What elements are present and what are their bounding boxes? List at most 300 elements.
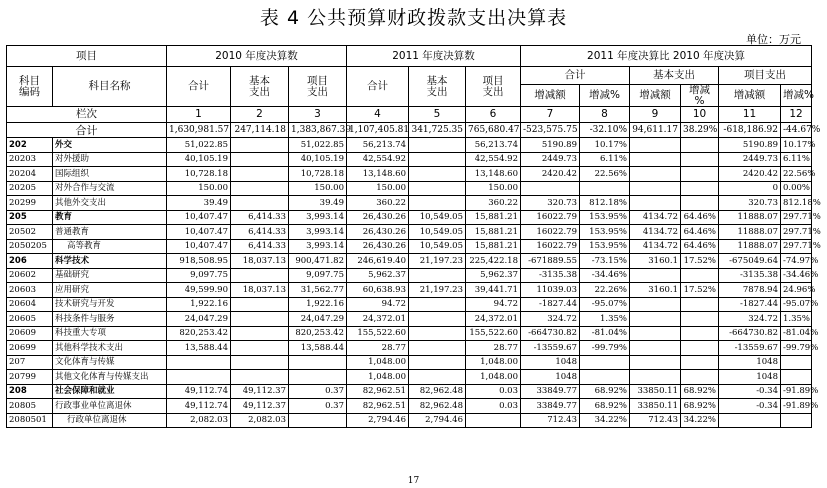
subject-name-text: 文化体育与传媒 [55,357,115,367]
value-cell [681,326,719,341]
value-cell: 1,048.00 [466,355,521,370]
subject-name-text: 行政单位离退休 [67,415,127,425]
value-cell: 24.96% [781,283,812,298]
value-cell: 10,407.47 [167,225,231,240]
value-cell: 0.37 [289,384,347,399]
value-cell [580,355,630,370]
subject-name [53,210,167,225]
total-cell: 765,680.47 [466,123,521,138]
value-cell: -91.89% [781,399,812,414]
subject-code: 208 [7,384,53,399]
value-cell [231,196,289,211]
value-cell: 13,588.44 [167,341,231,356]
value-cell: 13,148.60 [466,167,521,182]
header-cmp-project: 项目支出 [719,67,812,85]
value-cell [630,326,681,341]
value-cell: 0.03 [466,384,521,399]
value-cell: 64.46% [681,225,719,240]
value-cell: 17.52% [681,283,719,298]
header-item: 项目 [7,46,167,67]
header-code: 科目 编码 [7,67,53,107]
subject-code: 20605 [7,312,53,327]
subject-code: 20602 [7,268,53,283]
value-cell [289,413,347,428]
value-cell: 2420.42 [521,167,580,182]
value-cell [681,312,719,327]
value-cell: 0 [719,181,781,196]
table-row [7,152,812,167]
table-row [7,138,812,153]
value-cell [231,341,289,356]
value-cell: 7878.94 [719,283,781,298]
header-2010: 2010 年度决算数 [167,46,347,67]
total-cell: -618,186.92 [719,123,781,138]
value-cell: 28.77 [466,341,521,356]
subject-name [53,225,167,240]
value-cell: 1.35% [580,312,630,327]
page-title: 表 4 公共预算财政拨款支出决算表 [259,7,568,29]
value-cell [781,355,812,370]
table-row [7,370,812,385]
value-cell: 712.43 [630,413,681,428]
subject-name [53,384,167,399]
value-cell [231,370,289,385]
value-cell: 11888.07 [719,210,781,225]
value-cell: 2,082.03 [231,413,289,428]
table-row [7,297,812,312]
value-cell: -671889.55 [521,254,580,269]
subject-name-text: 应用研究 [55,284,90,295]
header-2011-project: 项目 支出 [466,67,521,107]
value-cell [231,181,289,196]
value-cell: 11888.07 [719,239,781,254]
value-cell: -1827.44 [521,297,580,312]
value-cell: 40,105.19 [167,152,231,167]
value-cell: 900,471.82 [289,254,347,269]
subject-name [53,355,167,370]
value-cell: 10,728.18 [289,167,347,182]
value-cell: 22.56% [580,167,630,182]
value-cell [681,181,719,196]
value-cell [231,167,289,182]
value-cell [580,370,630,385]
subject-name-text: 对外合作与交流 [55,183,115,193]
value-cell: 94.72 [347,297,409,312]
value-cell: 9,097.75 [167,268,231,283]
subject-name [53,413,167,428]
table-row [7,341,812,356]
value-cell [409,138,466,153]
value-cell: -99.79% [781,341,812,356]
value-cell [409,297,466,312]
value-cell: 16022.79 [521,210,580,225]
value-cell: 0.37 [289,399,347,414]
value-cell: 712.43 [521,413,580,428]
value-cell: 15,881.21 [466,225,521,240]
value-cell: 42,554.92 [466,152,521,167]
value-cell: 26,430.26 [347,210,409,225]
value-cell [630,138,681,153]
value-cell: 34.22% [580,413,630,428]
value-cell: 320.73 [719,196,781,211]
value-cell [681,341,719,356]
subject-name-text: 国际组织 [55,168,90,179]
subject-name [53,312,167,327]
subject-name [53,254,167,269]
value-cell: -664730.82 [521,326,580,341]
value-cell: 26,430.26 [347,239,409,254]
subject-name [53,399,167,414]
subject-name [53,196,167,211]
value-cell: 324.72 [521,312,580,327]
total-cell: 94,611.17 [630,123,681,138]
value-cell: 64.46% [681,210,719,225]
value-cell: 49,112.74 [167,399,231,414]
value-cell [409,355,466,370]
subject-name [53,297,167,312]
value-cell: 150.00 [289,181,347,196]
value-cell [167,355,231,370]
value-cell: 10,549.05 [409,210,466,225]
value-cell: 39.49 [289,196,347,211]
value-cell: 68.92% [681,399,719,414]
value-cell [681,167,719,182]
value-cell: 4134.72 [630,239,681,254]
value-cell: 1.35% [781,312,812,327]
value-cell: 150.00 [466,181,521,196]
value-cell [719,413,781,428]
value-cell: 82,962.48 [409,384,466,399]
value-cell: 82,962.51 [347,399,409,414]
header-cmp-basic: 基本支出 [630,67,719,85]
value-cell: -74.97% [781,254,812,269]
value-cell [289,355,347,370]
value-cell: 1,048.00 [347,370,409,385]
subject-name [53,239,167,254]
value-cell: 33849.77 [521,384,580,399]
value-cell [231,152,289,167]
value-cell: 26,430.26 [347,225,409,240]
value-cell: 16022.79 [521,225,580,240]
value-cell: 82,962.48 [409,399,466,414]
subject-code: 20205 [7,181,53,196]
value-cell [630,370,681,385]
value-cell: 22.56% [781,167,812,182]
value-cell [409,326,466,341]
value-cell: 42,554.92 [347,152,409,167]
value-cell: 15,881.21 [466,239,521,254]
value-cell: 51,022.85 [289,138,347,153]
value-cell: 0.03 [466,399,521,414]
value-cell [409,167,466,182]
value-cell [409,370,466,385]
value-cell [681,152,719,167]
value-cell: 21,197.23 [409,283,466,298]
value-cell [681,138,719,153]
value-cell: 1,922.16 [167,297,231,312]
value-cell: -13559.67 [719,341,781,356]
value-cell: 10,407.47 [167,239,231,254]
value-cell [681,370,719,385]
value-cell: 1048 [521,355,580,370]
value-cell: 225,422.18 [466,254,521,269]
value-cell [231,355,289,370]
value-cell: -3135.38 [719,268,781,283]
total-cell: 1,107,405.81 [347,123,409,138]
subject-code: 2080501 [7,413,53,428]
value-cell: -664730.82 [719,326,781,341]
subject-name-text: 社会保障和就业 [55,386,115,396]
header-inc-pct: 增减% [580,85,630,107]
value-cell: 17.52% [681,254,719,269]
value-cell [409,196,466,211]
total-row [7,123,812,138]
col-no: 2 [231,107,289,123]
table-row [7,254,812,269]
value-cell [781,370,812,385]
value-cell: 16022.79 [521,239,580,254]
value-cell: 297.71% [781,239,812,254]
subject-name-text: 普通教育 [55,226,90,237]
header-compare: 2011 年度决算比 2010 年度决算 [521,46,812,67]
value-cell [630,181,681,196]
header-2011: 2011 年度决算数 [347,46,521,67]
value-cell: 3,993.14 [289,239,347,254]
col-no: 10 [681,107,719,123]
table-row [7,384,812,399]
value-cell: 68.92% [580,384,630,399]
header-inc-amount: 增减额 [521,85,580,107]
value-cell: 18,037.13 [231,283,289,298]
value-cell: 6,414.33 [231,210,289,225]
value-cell [409,152,466,167]
table-row [7,326,812,341]
total-cell: 38.29% [681,123,719,138]
subject-code: 20799 [7,370,53,385]
subject-name [53,152,167,167]
value-cell [630,196,681,211]
value-cell: -95.07% [580,297,630,312]
value-cell [681,297,719,312]
value-cell [681,355,719,370]
value-cell: 1048 [719,355,781,370]
subject-name-text: 高等教育 [67,241,102,251]
table-row [7,181,812,196]
subject-code: 202 [7,138,53,153]
total-cell: -523,575.75 [521,123,580,138]
value-cell: 49,112.74 [167,384,231,399]
subject-code: 20603 [7,283,53,298]
header-inc-amount: 增减额 [719,85,781,107]
subject-name [53,181,167,196]
value-cell: 49,112.37 [231,399,289,414]
value-cell: 5,962.37 [466,268,521,283]
value-cell: -91.89% [781,384,812,399]
value-cell: 56,213.74 [466,138,521,153]
value-cell: -0.34 [719,399,781,414]
value-cell: 82,962.51 [347,384,409,399]
col-no: 11 [719,107,781,123]
col-no: 8 [580,107,630,123]
value-cell: 10,728.18 [167,167,231,182]
col-no: 6 [466,107,521,123]
value-cell: -34.46% [580,268,630,283]
value-cell: 24,372.01 [466,312,521,327]
value-cell: -81.04% [781,326,812,341]
value-cell: 2420.42 [719,167,781,182]
value-cell: 5,962.37 [347,268,409,283]
subject-code: 20699 [7,341,53,356]
table-row [7,210,812,225]
subject-name [53,138,167,153]
value-cell: 10,407.47 [167,210,231,225]
subject-code: 20604 [7,297,53,312]
value-cell [409,312,466,327]
value-cell: 24,047.29 [167,312,231,327]
subject-name-text: 对外援助 [55,154,90,164]
table-row [7,399,812,414]
value-cell: 3,993.14 [289,210,347,225]
value-cell [781,413,812,428]
header-2011-basic: 基本 支出 [409,67,466,107]
value-cell: 153.95% [580,210,630,225]
table-body [7,138,821,428]
col-no: 4 [347,107,409,123]
value-cell: 4134.72 [630,210,681,225]
total-cell: 1,630,981.57 [167,123,231,138]
value-cell [630,355,681,370]
table-row [7,312,812,327]
value-cell: 49,599.90 [167,283,231,298]
total-cell: 341,725.35 [409,123,466,138]
value-cell [630,167,681,182]
value-cell: -13559.67 [521,341,580,356]
subject-name-text: 其他外交支出 [55,197,107,208]
subject-name-text: 科学技术 [55,255,90,266]
header-inc-pct: 增减% [781,85,812,107]
value-cell: 9,097.75 [289,268,347,283]
expenditure-table [6,45,821,428]
value-cell: 2,794.46 [347,413,409,428]
total-cell: 247,114.18 [231,123,289,138]
value-cell: 2,082.03 [167,413,231,428]
value-cell: 1,048.00 [347,355,409,370]
value-cell: 820,253.42 [167,326,231,341]
header-inc-amount: 增减额 [630,85,681,107]
value-cell: 11888.07 [719,225,781,240]
value-cell [231,312,289,327]
subject-name-text: 基础研究 [55,270,90,280]
value-cell: 297.71% [781,225,812,240]
col-no: 5 [409,107,466,123]
table-row [7,283,812,298]
value-cell: 5190.89 [521,138,580,153]
subject-name [53,341,167,356]
value-cell: 2,794.46 [409,413,466,428]
value-cell: 34.22% [681,413,719,428]
subject-name-text: 技术研究与开发 [55,299,115,309]
value-cell: 33850.11 [630,399,681,414]
value-cell: 812.18% [781,196,812,211]
value-cell: 1048 [719,370,781,385]
value-cell: 6,414.33 [231,239,289,254]
value-cell: 246,619.40 [347,254,409,269]
subject-name [53,167,167,182]
value-cell: 5190.89 [719,138,781,153]
header-subject-name: 科目名称 [53,67,167,107]
value-cell: 324.72 [719,312,781,327]
header-inc-pct: 增减 % [681,85,719,107]
value-cell: -95.07% [781,297,812,312]
value-cell: 6,414.33 [231,225,289,240]
value-cell: 1,048.00 [466,370,521,385]
value-cell [409,268,466,283]
value-cell: 360.22 [347,196,409,211]
value-cell: 153.95% [580,239,630,254]
value-cell: 155,522.60 [466,326,521,341]
value-cell: 68.92% [580,399,630,414]
value-cell: 150.00 [167,181,231,196]
value-cell [630,297,681,312]
value-cell: 68.92% [681,384,719,399]
subject-code: 206 [7,254,53,269]
value-cell: 28.77 [347,341,409,356]
header-cmp-total: 合计 [521,67,630,85]
value-cell: -73.15% [580,254,630,269]
total-label: 合计 [7,123,167,138]
value-cell: 21,197.23 [409,254,466,269]
total-cell: -32.10% [580,123,630,138]
value-cell [521,181,580,196]
col-no: 3 [289,107,347,123]
value-cell: 13,588.44 [289,341,347,356]
page-number: 17 [407,476,420,486]
value-cell: -0.34 [719,384,781,399]
value-cell: 10.17% [580,138,630,153]
value-cell [630,152,681,167]
subject-name [53,283,167,298]
value-cell: 1048 [521,370,580,385]
total-cell: -44.67% [781,123,812,138]
subject-code: 20204 [7,167,53,182]
subject-code: 20203 [7,152,53,167]
value-cell: -3135.38 [521,268,580,283]
col-no: 9 [630,107,681,123]
value-cell: 2449.73 [719,152,781,167]
value-cell: 49,112.37 [231,384,289,399]
table-row [7,355,812,370]
header-2010-total: 合计 [167,67,231,107]
value-cell [466,413,521,428]
value-cell: 3160.1 [630,254,681,269]
unit-label: 单位：万元 [746,33,801,46]
value-cell: 812.18% [580,196,630,211]
value-cell: 24,372.01 [347,312,409,327]
value-cell: 11039.03 [521,283,580,298]
value-cell: 13,148.60 [347,167,409,182]
subject-name-text: 行政事业单位离退休 [55,400,132,411]
value-cell [580,181,630,196]
value-cell [231,268,289,283]
value-cell: -675049.64 [719,254,781,269]
subject-code: 205 [7,210,53,225]
col-no: 12 [781,107,812,123]
subject-name-text: 教育 [55,212,73,222]
value-cell: 33849.77 [521,399,580,414]
value-cell: 15,881.21 [466,210,521,225]
subject-code: 2050205 [7,239,53,254]
value-cell: 94.72 [466,297,521,312]
